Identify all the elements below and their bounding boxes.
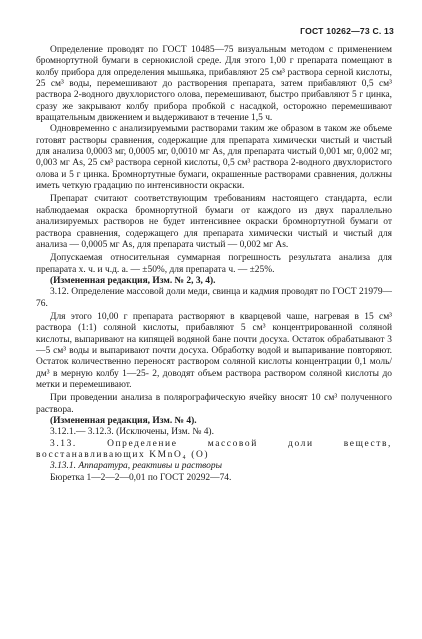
page-header: ГОСТ 10262—73 С. 13 [300,26,394,36]
document-body [36,45,392,484]
excluded-note: 3.12.1.— 3.12.3. (Исключены, Изм. № 4). [50,427,214,438]
paragraph-copper-lead-cadmium: Для этого 10,00 г препарата растворяют в кварцевой чаше, нагревая в 15 см³ раствора (1:1) соляной кислоты, прибавляют 5 см³ концентрированной соляной кислоты, выпаривают на кипящей водяной бане почти досуха. Остаток обрабатывают 3—5 см³ воды и выпаривают почти досуха. Обработку водой и выпаривание повторяют. Остаток количественно переносят раствором соляной кислоты концентрации 0,1 моль/дм³ в мерную колбу 1—25- 2, доводят объем раствора раствором соляной кислоты до метки и перемешивают. [36,311,392,390]
paragraph-polarography: При проведении анализа в полярографическую ячейку вносят 10 см³ полученного раствора. [36,393,392,415]
paragraph-acceptance: Препарат считают соответствующим требованиям настоящего стандарта, если наблюдаемая окраска бромнортутной бумаги от каждого из двух параллельно анализируемых растворов не будет интенсивнее окраски бромнортутной бумаги от раствора сравнения, содержащего для препарата химически чистый и чистый для анализа — 0,0005 мг As, для препарата чистый — 0,002 мг As. [36,194,392,250]
section-3-12-heading: 3.12. Определение массовой доли меди, свинца и кадмия проводят по ГОСТ 21979—76. [36,287,392,309]
paragraph-burette: Бюретка 1—2—2—0,01 по ГОСТ 20292—74. [50,472,232,483]
section-3-13-heading: 3.13. Определение массовой доли веществ, восстанавливающих KMnO₄ (O) [36,438,392,461]
section-3-13-1-heading: 3.13.1. Аппаратура, реактивы и растворы [50,461,222,472]
paragraph-error: Допускаемая относительная суммарная погрешность результата анализа для препарата х. ч. и ч.д. а. — ±50%, для препарата ч. — ±25%. [36,253,392,275]
paragraph-arsenic-method: Определение проводят по ГОСТ 10485—75 визуальным методом с применением бромнортутной бумаги в сернокислой среде. Для этого 1,00 г препарата помещают в колбу прибора для определения мышьяка, прибавляют 25 см³ раствора серной кислоты, 25 см³ воды, перемешивают до растворения препарата, затем прибавляют 0,5 см³ раствора 2-водного двухлористого олова, перемешивают, быстро прибавляют 5 г цинка, сразу же закрывают колбу прибора пробкой с насадкой, осторожно перемешивают вращательным движением и выдерживают в течение 1,5 ч. [36,45,392,124]
amendment-note-2: (Измененная редакция, Изм. № 4). [50,416,197,426]
paragraph-reference-solutions: Одновременно с анализируемыми растворами таким же образом в таком же объеме готовят растворы сравнения, содержащие для препарата химически чистый и чистый для анализа 0,0003 мг, 0,0005 мг, 0,0010 мг As, для препарата чистый 0,001 мг, 0,002 мг, 0,003 мг As, 25 см³ раствора серной кислоты, 0,5 см³ раствора 2-водного двухлористого олова и 5 г цинка. Бромнортутные бумаги, окрашенные растворами сравнения, должны иметь четкую градацию по интенсивности окраски. [36,124,392,192]
amendment-note-1: (Измененная редакция, Изм. № 2, 3, 4). [50,275,216,286]
